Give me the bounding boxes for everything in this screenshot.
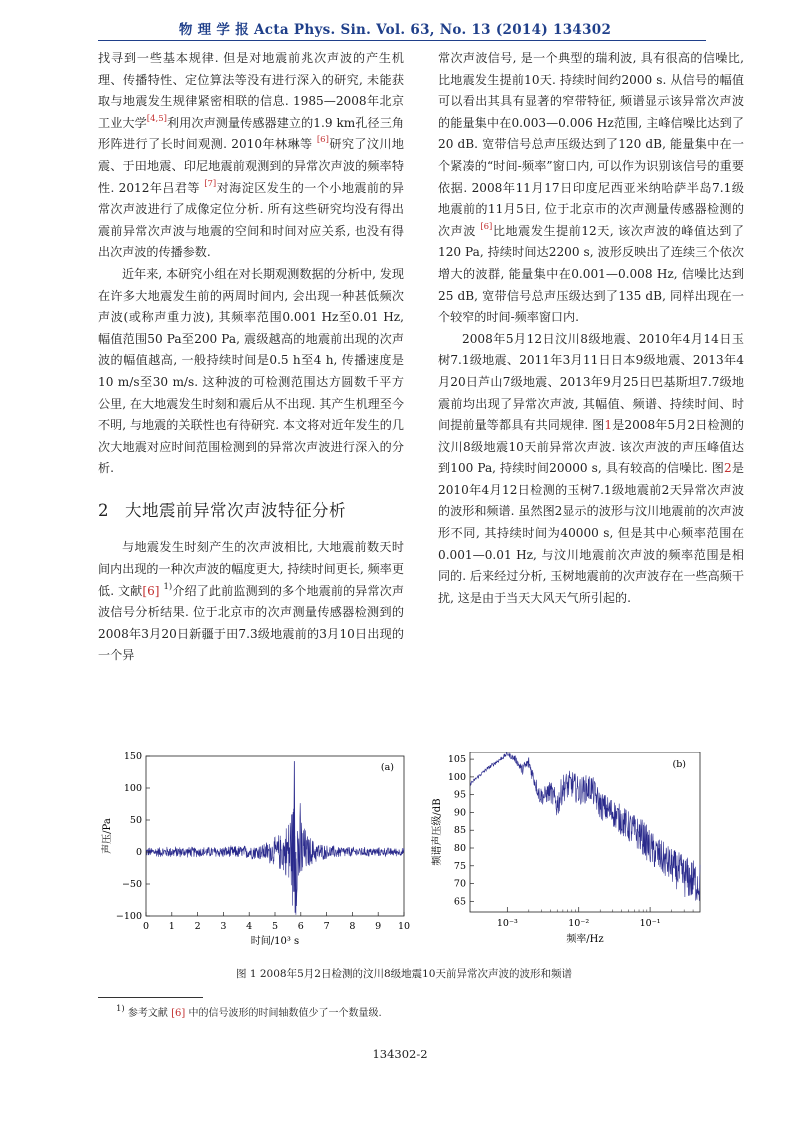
x-tick-label: 10⁻² <box>568 918 590 929</box>
x-tick-label: 10⁻³ <box>496 918 518 929</box>
footnote-rule <box>98 997 203 998</box>
y-tick-label: 90 <box>453 807 466 819</box>
footnote-mark: 1) <box>163 581 173 592</box>
x-tick-label: 1 <box>168 921 175 932</box>
spectrum-series-line <box>470 752 700 901</box>
left-column <box>98 48 404 667</box>
spectrum-chart <box>430 752 700 945</box>
paragraph: 找寻到一些基本规律. 但是对地震前兆次声波的产生机理、传播特性、定位算法等没有进行深入的研究, 未能获取与地震发生规律紧密相联的信息. 1985—2008年北京工业大学[4,5]利用次声测量传感器建立的1.9 km孔径三角形阵进行了长时间观测. 2010年林琳等 [6]研究了汶川地震、于田地震、印尼地震前观测到的异常次声波的频率特性. 2012年吕君等 [7]对海淀区发生的一个小地震前的异常次声波进行了成像定位分析. 所有这些研究均没有得出震前异常次声波与地震的空间和时间对应关系, 也没有得出次声波的传播参数. <box>98 51 404 260</box>
x-tick-label: 10 <box>397 921 411 932</box>
y-tick-label: −100 <box>115 911 142 922</box>
y-tick-label: 0 <box>135 847 142 858</box>
y-tick-label: 65 <box>453 896 466 908</box>
paragraph: 2008年5月12日汶川8级地震、2010年4月14日玉树7.1级地震、2011年3月11日日本9级地震、2013年4月20日芦山7级地震、2013年9月25日巴基斯坦7.7级地震前均出现了异常次声波, 其幅值、频谱、持续时间、时间提前量等都具有共同规律. 图1是2008年5月2日检测的汶川8级地震10天前异常次声波. 该次声波的声压峰值达到100 Pa, 持续时间20000 s, 具有较高的信噪比. 图2是2010年4月12日检测的玉树7.1级地震前2天异常次声波的波形和频谱. 虽然图2显示的波形与汶川地震前的次声波形不同, 其持续时间为40000 s, 但是其中心频率范围在0.001—0.01 Hz, 与汶川地震前次声波的频率范围是相同的. 后来经过分析, 玉树地震前的次声波存在一些高频干扰, 这是由于当天大风天气所引起的. <box>438 331 744 605</box>
x-axis-label: 频率/Hz <box>566 934 604 945</box>
y-tick-label: 75 <box>453 860 466 872</box>
citation-link[interactable]: [6] <box>171 1008 186 1019</box>
y-tick-label: 100 <box>447 771 466 783</box>
y-tick-label: 100 <box>123 783 142 794</box>
running-header: 物 理 学 报 Acta Phys. Sin. Vol. 63, No. 13 (2014) 134302 <box>178 22 612 38</box>
citation-link[interactable]: [6] <box>480 221 493 232</box>
x-tick-label: 0 <box>142 921 150 932</box>
citation-link[interactable]: [6] <box>316 135 329 146</box>
figure-link[interactable]: 2 <box>724 461 732 476</box>
y-tick-label: 105 <box>447 754 466 766</box>
figure-1 <box>98 752 710 962</box>
waveform-series-line <box>146 803 404 915</box>
plot-frame <box>146 756 404 916</box>
citation-link[interactable]: [6] <box>142 583 160 598</box>
x-tick-label: 8 <box>349 921 356 932</box>
y-axis-label: 频谱声压级/dB <box>432 798 443 866</box>
plot-frame <box>470 752 700 912</box>
panel-label: (b) <box>672 759 686 770</box>
y-tick-label: 85 <box>453 825 466 837</box>
footnote: $^{1)}$ 参考文献 [6] 中的信号波形的时间轴数值少了一个数量级. <box>116 1003 382 1019</box>
x-tick-label: 9 <box>375 921 382 932</box>
paragraph: 近年来, 本研究小组在对长期观测数据的分析中, 发现在许多大地震发生前的两周时间内, 会出现一种甚低频次声波(或称声重力波), 其频率范围0.001 Hz至0.01 Hz, 幅值范围50 Pa至200 Pa, 震级越高的地震前出现的次声波的幅值越高, 一般持续时间是0.5 h至4 h, 传播速度是10 m/s至30 m/s. 这种波的可检测范围达方圆数千平方公里, 在大地震发生时刻和震后从不出现. 其产生机理至今不明, 与地震的关联性也有待研究. 本文将对近年发生的几次大地震对应时间范围检测到的异常次声波进行深入的分析. <box>98 266 404 476</box>
waveform-chart <box>100 752 410 947</box>
section-heading: 2 大地震前异常次声波特征分析 <box>98 500 346 520</box>
y-tick-label: 150 <box>123 752 142 762</box>
figure-svg <box>98 752 710 962</box>
figure-link[interactable]: 1 <box>604 418 613 433</box>
paragraph: 与地震发生时刻产生的次声波相比, 大地震前数天时间内出现的一种次声波的幅度更大, 持续时间更长, 频率更低. 文献[6] $^{1)}$介绍了此前监测到的多个地震前的异常次声波信号分析结果. 位于北京市的次声测量传感器检测到的2008年3月20日新疆于田7.3级地震前的3月10日出现的一个异 <box>98 540 404 663</box>
y-tick-label: 95 <box>453 789 466 801</box>
x-tick-label: 7 <box>323 921 330 932</box>
y-tick-label: 70 <box>453 878 466 890</box>
x-tick-label: 6 <box>297 921 304 932</box>
figure-caption: 图 1 2008年5月2日检测的汶川8级地震10天前异常次声波的波形和频谱 <box>236 968 572 980</box>
x-tick-label: 3 <box>220 921 227 932</box>
x-tick-label: 2 <box>194 921 201 932</box>
paragraph: 常次声波信号, 是一个典型的瑞利波, 具有很高的信噪比, 比地震发生提前10天. 持续时间约2000 s. 从信号的幅值可以看出其具有显著的窄带特征, 频谱显示该异常次声波的能量集中在0.003—0.006 Hz范围, 主峰信噪比达到了20 dB. 宽带信号总声压级达到了120 dB, 能量集中在一个紧凑的“时间-频率”窗口内, 可以作为识别该信号的重要依据. 2008年11月17日印度尼西亚米纳哈萨半岛7.1级地震前的11月5日, 位于北京市的次声测量传感器检测的次声波 [6]比地震发生提前12天, 该次声波的峰值达到了120 Pa, 持续时间达2200 s, 波形反映出了连续三个依次增大的波群, 能量集中在0.001—0.008 Hz, 信噪比达到25 dB, 宽带信号总声压级达到了135 dB, 同样出现在一个较窄的时间-频率窗口内. <box>438 51 744 325</box>
y-axis-label: 声压/Pa <box>102 818 113 854</box>
x-tick-label: 5 <box>271 921 279 932</box>
citation-link[interactable]: [4,5] <box>146 113 167 124</box>
y-tick-label: −50 <box>121 879 142 890</box>
x-tick-label: 10⁻¹ <box>639 918 661 929</box>
x-axis-label: 时间/10³ s <box>250 936 300 947</box>
citation-link[interactable]: [7] <box>204 178 217 189</box>
right-column <box>438 48 744 609</box>
y-tick-label: 50 <box>129 815 142 826</box>
panel-label: (a) <box>380 762 394 773</box>
x-tick-label: 4 <box>246 921 253 932</box>
header-rule <box>98 40 706 41</box>
page-number: 134302-2 <box>372 1047 428 1061</box>
y-tick-label: 80 <box>453 843 466 854</box>
